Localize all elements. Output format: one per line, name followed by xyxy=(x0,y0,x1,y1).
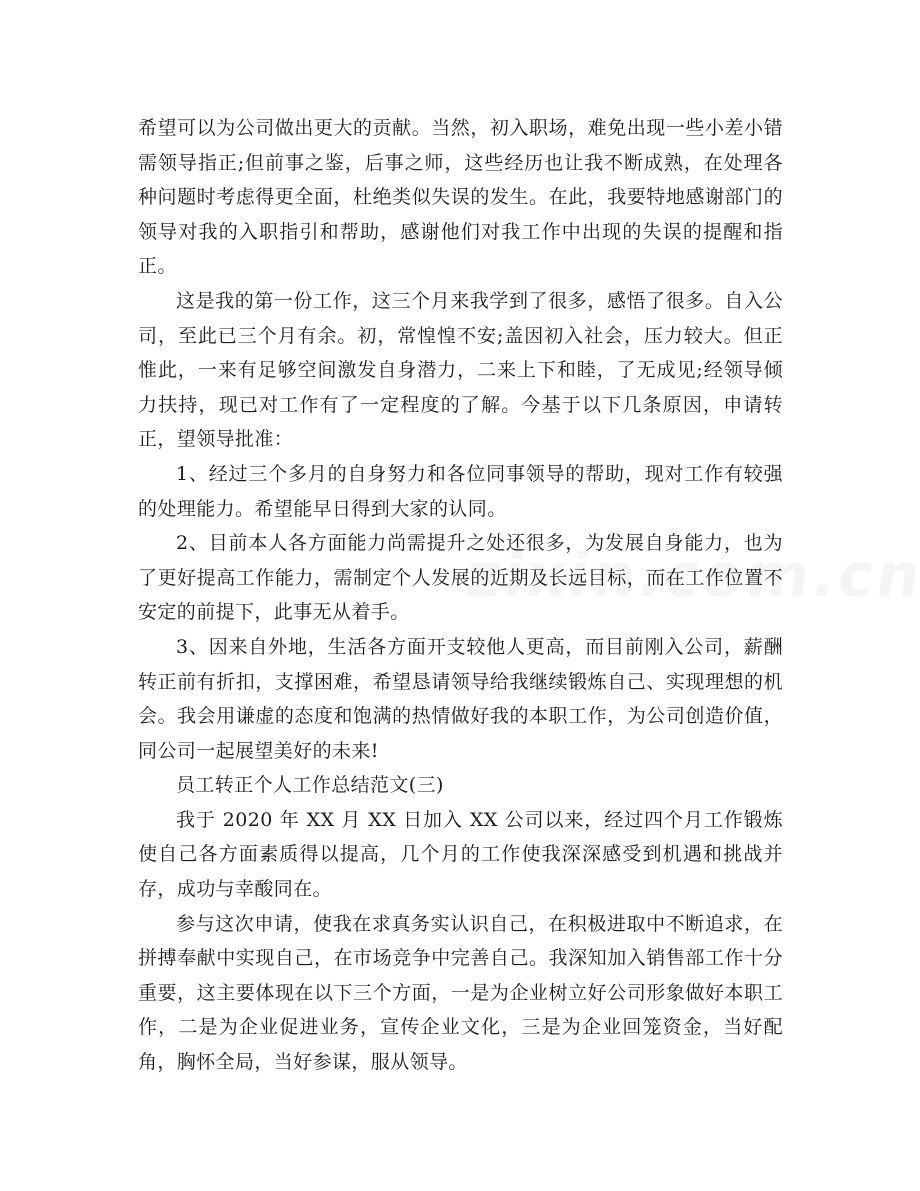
paragraph-continuation: 希望可以为公司做出更大的贡献。当然，初入职场，难免出现一些小差小错需领导指正;但前事之鉴，后事之师，这些经历也让我不断成熟，在处理各种问题时考虑得更全面，杜绝类似失误的发生。在此，我要特地感谢部门的领导对我的入职指引和帮助，感谢他们对我工作中出现的失误的提醒和指正。 xyxy=(138,117,783,278)
paragraph-application: 参与这次申请，使我在求真务实认识自己，在积极进取中不断追求，在拼搏奉献中实现自己，在市场竞争中完善自己。我深知加入销售部工作十分重要，这主要体现在以下三个方面，一是为企业树立好公司形象做好本职工作，二是为企业促进业务，宣传企业文化，三是为企业回笼资金，当好配角，胸怀全局，当好参谋，服从领导。 xyxy=(138,912,783,1074)
list-item-reason-3: 3、因来自外地，生活各方面开支较他人更高，而目前刚入公司，薪酬转正前有折扣，支撑困难，希望恳请领导给我继续锻炼自己、实现理想的机会。我会用谦虚的态度和饱满的热情做好我的本职工作，为公司创造价值，同公司一起展望美好的未来! xyxy=(138,635,783,762)
list-item-reason-1: 1、经过三个多月的自身努力和各位同事领导的帮助，现对工作有较强的处理能力。希望能早日得到大家的认同。 xyxy=(138,462,783,520)
list-item-reason-2: 2、目前本人各方面能力尚需提升之处还很多，为发展自身能力，也为了更好提高工作能力，需制定个人发展的近期及长远目标，而在工作位置不安定的前提下，此事无从着手。 xyxy=(138,532,783,624)
section-heading: 员工转正个人工作总结范文(三) xyxy=(176,774,444,797)
paragraph-joining: 我于 2020 年 XX 月 XX 日加入 XX 公司以来，经过四个月工作锻炼使自己各方面素质得以提高，几个月的工作使我深深感受到机遇和挑战并存，成功与幸酸同在。 xyxy=(138,808,783,901)
document-body xyxy=(138,111,783,1080)
paragraph-first-job: 这是我的第一份工作，这三个月来我学到了很多，感悟了很多。自入公司，至此已三个月有余。初，常惶惶不安;盖因初入社会，压力较大。但正惟此，一来有足够空间激发自身潜力，二来上下和睦，了无成见;经领导倾力扶持，现已对工作有了一定程度的了解。今基于以下几条原因，申请转正，望领导批准： xyxy=(138,289,783,451)
